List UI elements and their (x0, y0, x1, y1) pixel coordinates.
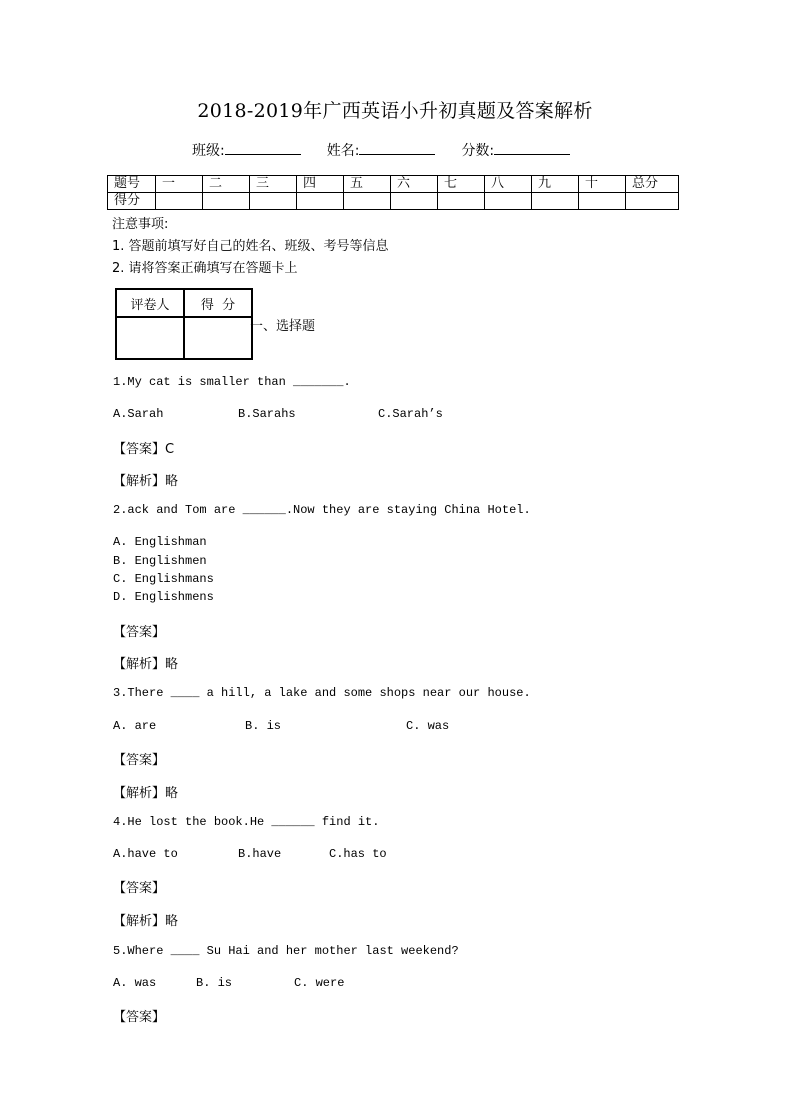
class-field (192, 139, 301, 160)
question-stem: 3.There ____ a hill, a lake and some shops near our house. (113, 686, 531, 700)
option: C. Englishmans (113, 572, 214, 586)
option: D. Englishmens (113, 590, 214, 604)
score-value-row (108, 193, 679, 210)
answer-label: 【答案】C (113, 442, 175, 457)
score-header: 得 分 (184, 289, 252, 317)
analysis-label: 【解析】略 (113, 786, 179, 801)
score-header-cell: 五 (344, 176, 391, 193)
score-table (107, 175, 679, 210)
score-header-cell: 总分 (626, 176, 679, 193)
score-cell[interactable] (297, 193, 344, 210)
question-stem: 1.My cat is smaller than _______. (113, 375, 351, 389)
score-label: 分数: (461, 143, 495, 159)
analysis-label: 【解析】略 (113, 914, 179, 929)
option: A.Sarah (113, 407, 164, 421)
notes-item: 1. 答题前填写好自己的姓名、班级、考号等信息 (112, 239, 389, 254)
score-header-cell: 题号 (108, 176, 156, 193)
answer-label: 【答案】 (113, 625, 166, 640)
option: A.have to (113, 847, 178, 861)
score-header-cell: 九 (532, 176, 579, 193)
section-title: 一、选择题 (250, 319, 316, 334)
option: B. Englishmen (113, 554, 207, 568)
score-cell[interactable] (579, 193, 626, 210)
question-stem: 5.Where ____ Su Hai and her mother last weekend? (113, 944, 459, 958)
page-title: 2018-2019年广西英语小升初真题及答案解析 (197, 100, 593, 122)
analysis-label: 【解析】略 (113, 657, 179, 672)
option: B. is (196, 976, 233, 990)
notes-heading: 注意事项: (112, 217, 169, 232)
question-stem: 4.He lost the book.He ______ find it. (113, 815, 380, 829)
question-stem: 2.ack and Tom are ______.Now they are staying China Hotel. (113, 503, 531, 517)
answer-label: 【答案】 (113, 753, 166, 768)
name-field (327, 139, 436, 160)
option: C. was (406, 719, 450, 733)
score-blank[interactable] (494, 139, 570, 155)
class-label: 班级: (192, 143, 225, 159)
score-row-label: 得分 (108, 193, 156, 210)
answer-label: 【答案】 (113, 881, 166, 896)
name-label: 姓名: (326, 143, 360, 159)
grader-table (115, 288, 253, 360)
score-header-cell: 二 (203, 176, 250, 193)
score-cell[interactable] (532, 193, 579, 210)
notes-item: 2. 请将答案正确填写在答题卡上 (112, 261, 298, 276)
score-cell[interactable] (344, 193, 391, 210)
answer-label: 【答案】 (113, 1010, 166, 1025)
grader-header: 评卷人 (116, 289, 184, 317)
score-cell[interactable] (391, 193, 438, 210)
grader-cell[interactable] (116, 317, 184, 359)
score-cell[interactable] (250, 193, 297, 210)
option: B.have (238, 847, 282, 861)
option: C.Sarah’s (378, 407, 443, 421)
option: C.has to (329, 847, 387, 861)
score-header-cell: 一 (156, 176, 203, 193)
option: A. was (113, 976, 157, 990)
option: B.Sarahs (238, 407, 296, 421)
name-blank[interactable] (359, 139, 435, 155)
score-header-cell: 四 (297, 176, 344, 193)
grader-score-cell[interactable] (184, 317, 252, 359)
score-header-cell: 六 (391, 176, 438, 193)
score-header-cell: 三 (250, 176, 297, 193)
score-header-row (108, 176, 679, 193)
option: B. is (245, 719, 282, 733)
score-cell[interactable] (626, 193, 679, 210)
analysis-label: 【解析】略 (113, 474, 179, 489)
score-field (461, 139, 570, 160)
option: C. were (294, 976, 345, 990)
score-header-cell: 八 (485, 176, 532, 193)
notes (112, 214, 389, 280)
score-header-cell: 七 (438, 176, 485, 193)
class-blank[interactable] (225, 139, 301, 155)
score-cell[interactable] (203, 193, 250, 210)
score-header-cell: 十 (579, 176, 626, 193)
score-cell[interactable] (485, 193, 532, 210)
score-cell[interactable] (438, 193, 485, 210)
option: A. are (113, 719, 157, 733)
option: A. Englishman (113, 535, 207, 549)
score-cell[interactable] (156, 193, 203, 210)
student-info (192, 139, 570, 160)
